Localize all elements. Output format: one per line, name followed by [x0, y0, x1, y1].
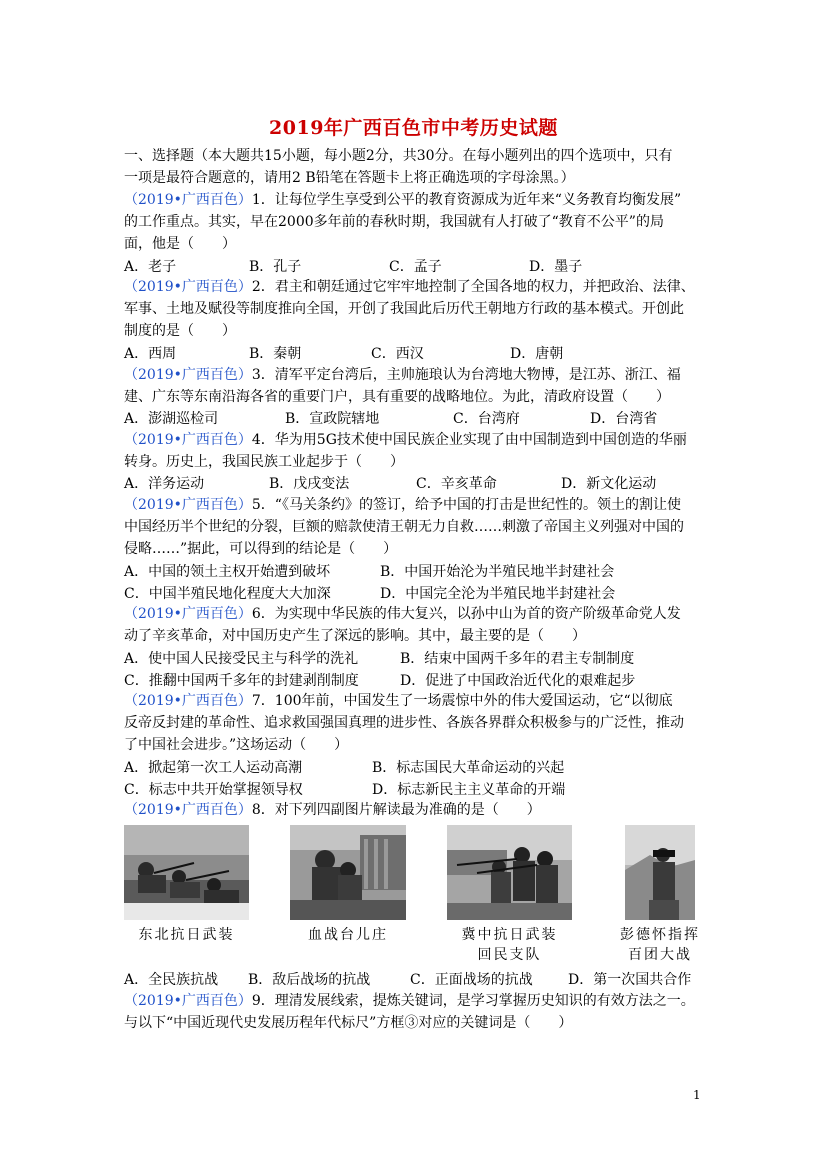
question-1 [124, 189, 710, 211]
source-tag: （2019•广西百色） [124, 497, 252, 513]
question-7-line2: 反帝反封建的革命性、追求救国强国真理的进步性、各族各界群众积极参与的广泛性，推动 [124, 715, 684, 731]
question-9 [124, 990, 710, 1012]
question-7-line3: 了中国社会进步。”这场运动（ ） [124, 737, 349, 753]
q6-option-a: A．使中国人民接受民主与科学的洗礼 [124, 651, 359, 667]
q4-option-a: A．洋务运动 [124, 476, 205, 492]
q2-option-d: D．唐朝 [510, 346, 564, 362]
source-tag: （2019•广西百色） [124, 432, 252, 448]
source-tag: （2019•广西百色） [124, 993, 252, 1009]
q3-option-b: B．宣政院辖地 [285, 411, 380, 427]
question-3-line2: 建、广东等东南沿海各省的重要门户，具有重要的战略地位。为此，清政府设置（ ） [124, 389, 670, 405]
caption-photo-4: 彭德怀指挥 [620, 927, 700, 943]
section-intro-cont: 一项是最符合题意的，请用2 B铅笔在答题卡上将正确选项的字母涂黑。） [124, 170, 575, 186]
q3-option-c: C．台湾府 [453, 411, 520, 427]
question-1-line2: 的工作重点。其实，早在2000多年前的春秋时期，我国就有人打破了“教育不公平”的局 [124, 214, 664, 230]
caption-photo-3-line2: 回民支队 [477, 947, 542, 963]
q6-option-d: D．促进了中国政治近代化的艰难起步 [400, 673, 636, 689]
q5-option-a: A．中国的领土主权开始遭到破坏 [124, 564, 331, 580]
caption-photo-1: 东北抗日武装 [138, 927, 235, 943]
question-4-line2: 转身。历史上，我国民族工业起步于（ ） [124, 454, 404, 470]
question-6-text: 6．为实现中华民族的伟大复兴，以孙中山为首的资产阶级革命党人发 [251, 606, 681, 622]
q7-option-d: D．标志新民主主义革命的开端 [372, 782, 566, 798]
question-2-text: 2．君主和朝廷通过它牢牢地控制了全国各地的权力，并把政治、法律、 [251, 279, 695, 295]
q1-option-b: B．孔子 [249, 259, 302, 275]
section-intro: 一、选择题（本大题共15小题，每小题2分，共30分。在每小题列出的四个选项中，只有 [124, 148, 673, 164]
q6-option-b: B．结束中国两千多年的君主专制制度 [400, 651, 635, 667]
source-tag: （2019•广西百色） [124, 802, 252, 818]
q7-option-c: C．标志中共开始掌握领导权 [124, 782, 303, 798]
q4-option-b: B．戊戌变法 [269, 476, 350, 492]
q5-option-d: D．中国完全沦为半殖民地半封建社会 [380, 586, 616, 602]
question-9-text: 9．理清发展线索，提炼关键词，是学习掌握历史知识的有效方法之一。 [251, 993, 695, 1009]
q2-option-c: C．西汉 [371, 346, 424, 362]
q5-option-c: C．中国半殖民地化程度大大加深 [124, 586, 331, 602]
question-3-text: 3．清军平定台湾后，主帅施琅认为台湾地大物博，是江苏、浙江、福 [251, 367, 681, 383]
q5-option-b: B．中国开始沦为半殖民地半封建社会 [380, 564, 615, 580]
question-5 [124, 494, 710, 516]
question-4 [124, 429, 710, 451]
photo-northeast-resistance [124, 825, 249, 920]
question-2 [124, 276, 710, 298]
source-tag: （2019•广西百色） [124, 693, 252, 709]
question-6-line2: 动了辛亥革命，对中国历史产生了深远的影响。其中，最主要的是（ ） [124, 628, 586, 644]
page-number: 1 [693, 1088, 701, 1102]
photo-peng-dehuai [625, 825, 695, 920]
question-1-line3: 面，他是（ ） [124, 236, 236, 252]
source-tag: （2019•广西百色） [124, 606, 252, 622]
question-2-line2: 军事、土地及赋役等制度推向全国，开创了我国此后历代王朝地方行政的基本模式。开创此 [124, 301, 684, 317]
question-3 [124, 364, 710, 386]
source-tag: （2019•广西百色） [124, 279, 252, 295]
question-5-line3: 侵略……”据此，可以得到的结论是（ ） [124, 541, 398, 557]
q8-option-b: B．敌后战场的抗战 [248, 972, 371, 988]
q4-option-d: D．新文化运动 [561, 476, 657, 492]
question-5-line2: 中国经历半个世纪的分裂，巨额的赔款使清王朝无力自救……刺激了帝国主义列强对中国的 [124, 519, 684, 535]
q3-option-d: D．台湾省 [590, 411, 658, 427]
q6-option-c: C．推翻中国两千多年的封建剥削制度 [124, 673, 359, 689]
caption-photo-2: 血战台儿庄 [308, 927, 388, 943]
question-8 [124, 799, 710, 821]
question-8-text: 8．对下列四副图片解读最为准确的是（ ） [251, 802, 541, 818]
question-7 [124, 690, 710, 712]
q8-option-d: D．第一次国共合作 [568, 972, 692, 988]
source-tag: （2019•广西百色） [124, 192, 252, 208]
q4-option-c: C．辛亥革命 [416, 476, 497, 492]
q1-option-c: C．孟子 [389, 259, 442, 275]
q1-option-d: D．墨子 [529, 259, 583, 275]
q1-option-a: A．老子 [124, 259, 177, 275]
source-tag: （2019•广西百色） [124, 367, 252, 383]
page-title: 2019年广西百色市中考历史试题 [269, 117, 558, 139]
question-7-text: 7．100年前，中国发生了一场震惊中外的伟大爱国运动，它“以彻底 [251, 693, 673, 709]
q2-option-b: B．秦朝 [249, 346, 302, 362]
question-4-text: 4．华为用5G技术使中国民族企业实现了由中国制造到中国创造的华丽 [251, 432, 687, 448]
question-2-line3: 制度的是（ ） [124, 323, 236, 339]
question-5-text: 5．“《马关条约》的签订，给予中国的打击是世纪性的。领土的割让使 [251, 497, 681, 513]
q2-option-a: A．西周 [124, 346, 177, 362]
photo-jizhong-hui-detachment [447, 825, 572, 920]
q3-option-a: A．澎湖巡检司 [124, 411, 219, 427]
question-9-line2: 与以下“中国近现代史发展历程年代标尺”方框③对应的关键词是（ ） [124, 1015, 573, 1031]
q7-option-b: B．标志国民大革命运动的兴起 [372, 760, 565, 776]
photo-taierzhuang [290, 825, 406, 920]
caption-photo-4-line2: 百团大战 [628, 947, 692, 963]
q7-option-a: A．掀起第一次工人运动高潮 [124, 760, 303, 776]
caption-photo-3: 冀中抗日武装 [461, 927, 558, 943]
q8-option-a: A．全民族抗战 [124, 972, 219, 988]
question-6 [124, 603, 710, 625]
question-1-text: 1．让每位学生享受到公平的教育资源成为近年来“义务教育均衡发展” [251, 192, 682, 208]
q8-option-c: C．正面战场的抗战 [410, 972, 533, 988]
